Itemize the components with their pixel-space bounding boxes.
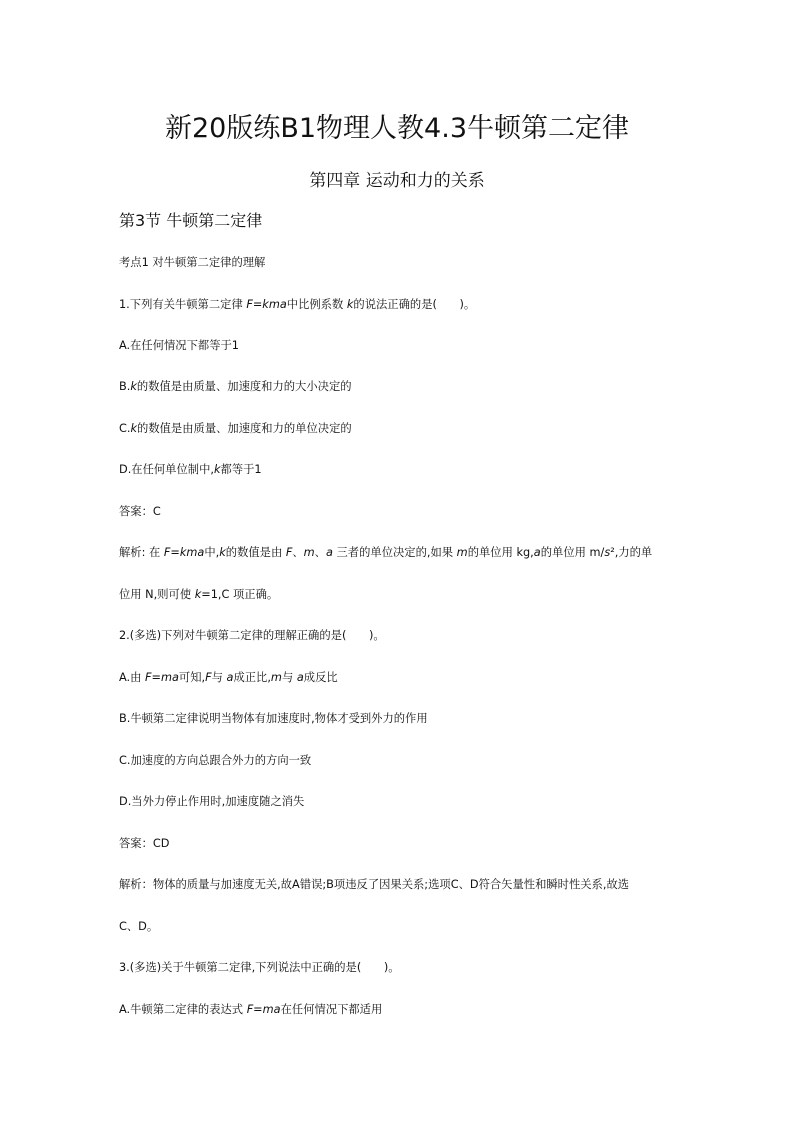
- chapter-heading: 第四章 运动和力的关系: [309, 171, 485, 191]
- question-2-option-d: D.当外力停止作用时,加速度随之消失: [119, 795, 305, 808]
- question-2-option-c: C.加速度的方向总跟合外力的方向一致: [119, 754, 312, 767]
- question-1-stem: 1.下列有关牛顿第二定律 F=kma中比例系数 k的说法正确的是( )。: [119, 298, 476, 311]
- document-title: 新20版练B1物理人教4.3牛顿第二定律: [165, 113, 629, 144]
- question-1-option-b: B.k的数值是由质量、加速度和力的大小决定的: [119, 380, 352, 393]
- question-1-explanation-line-1: 解析: 在 F=kma中,k的数值是由 F、m、a 三者的单位决定的,如果 m的单位用 kg,a的单位用 m/s²,力的单: [119, 546, 653, 559]
- question-2-answer: 答案：CD: [119, 837, 170, 850]
- question-2-explanation-line-1: 解析：物体的质量与加速度无关,故A错误;B项违反了因果关系;选项C、D符合矢量性和瞬时性关系,故选: [119, 878, 630, 891]
- question-1-option-c: C.k的数值是由质量、加速度和力的单位决定的: [119, 422, 352, 435]
- question-1-explanation-line-2: 位用 N,则可使 k=1,C 项正确。: [119, 588, 279, 601]
- exam-point-heading: 考点1 对牛顿第二定律的理解: [119, 256, 266, 269]
- question-1-option-d: D.在任何单位制中,k都等于1: [119, 463, 262, 476]
- question-3-stem: 3.(多选)关于牛顿第二定律,下列说法中正确的是( )。: [119, 961, 400, 974]
- question-1-answer: 答案：C: [119, 505, 161, 518]
- question-2-explanation-line-2: C、D。: [119, 920, 159, 933]
- question-2-option-a: A.由 F=ma可知,F与 a成正比,m与 a成反比: [119, 671, 338, 684]
- section-heading: 第3节 牛顿第二定律: [119, 211, 263, 230]
- question-2-stem: 2.(多选)下列对牛顿第二定律的理解正确的是( )。: [119, 629, 385, 642]
- question-1-option-a: A.在任何情况下都等于1: [119, 339, 239, 352]
- question-3-option-a: A.牛顿第二定律的表达式 F=ma在任何情况下都适用: [119, 1003, 383, 1016]
- question-2-option-b: B.牛顿第二定律说明当物体有加速度时,物体才受到外力的作用: [119, 712, 428, 725]
